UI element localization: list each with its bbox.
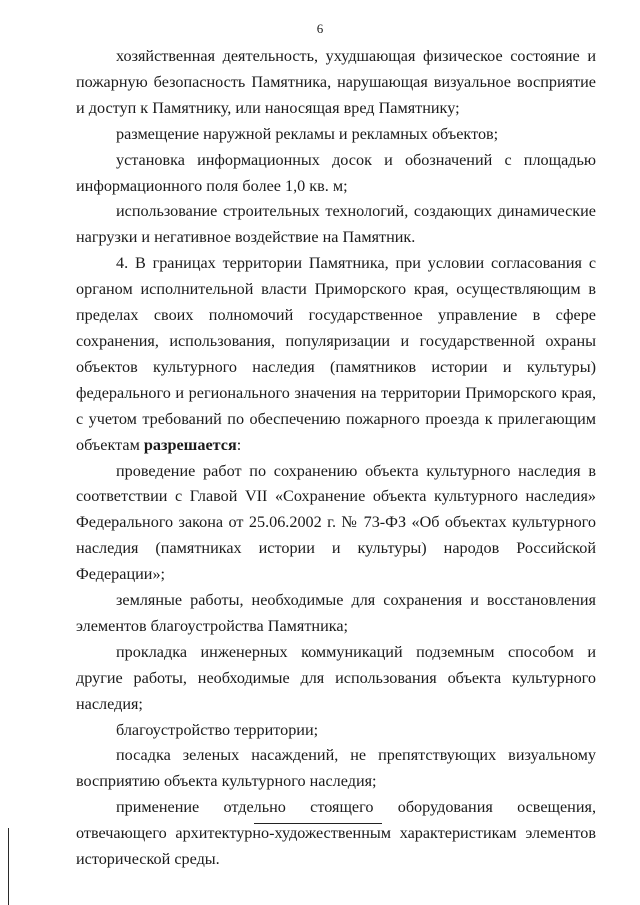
end-of-text-rule [254, 823, 382, 824]
paragraph-info-boards: установка информационных досок и обозначений с площадью информационного поля более 1,0 кв. м; [76, 150, 596, 195]
paragraph-utilities: прокладка инженерных коммуникаций подземным способом и другие работы, необходимые для использования объекта культурного наследия; [76, 642, 596, 713]
paragraph-construction-tech: использование строительных технологий, создающих динамические нагрузки и негативное воздействие на Памятник. [76, 202, 596, 247]
section-4-permitted-keyword: разрешается [143, 435, 237, 454]
paragraph-planting: посадка зеленых насаждений, не препятствующих визуальному восприятию объекта культурного наследия; [76, 746, 596, 791]
paragraph-preservation-works: проведение работ по сохранению объекта культурного наследия в соответствии с Главой VII «Сохранение объекта культурного наследия» Федерального закона от 25.06.2002 г. № 73-ФЗ «Об объектах культурного наследия (памятниках истории и культуры) народов Российской Федерации»; [76, 461, 596, 584]
paragraph-advertising: размещение наружной рекламы и рекламных объектов; [116, 124, 499, 143]
section-4-text: 4. В границах территории Памятника, при условии согласования с органом исполнительной власти Приморского края, осуществляющим в пределах своих полномочий государственное управление в сфере сохранения, использования, популяризации и государственной охраны объектов культурного наследия (памятников истории и культуры) федерального и регионального значения на территории Приморского края, с учетом требований по обеспечению пожарного проезда к прилегающим объектам [76, 254, 596, 454]
paragraph-section-4 [76, 251, 596, 458]
paragraph-lighting: применение отдельно стоящего оборудования освещения, отвечающего архитектурно-художественным характеристикам элементов исторической среды. [76, 798, 596, 869]
page-number: 6 [316, 21, 324, 36]
scan-margin-line [8, 828, 9, 905]
document-body [76, 44, 596, 873]
paragraph-landscaping: благоустройство территории; [116, 720, 319, 739]
section-4-colon: : [236, 435, 242, 454]
paragraph-earthworks: земляные работы, необходимые для сохранения и восстановления элементов благоустройства Памятника; [76, 591, 596, 635]
paragraph-economic-activity: хозяйственная деятельность, ухудшающая физическое состояние и пожарную безопасность Памятника, нарушающая визуальное восприятие и доступ к Памятнику, или наносящая вред Памятнику; [76, 47, 596, 117]
